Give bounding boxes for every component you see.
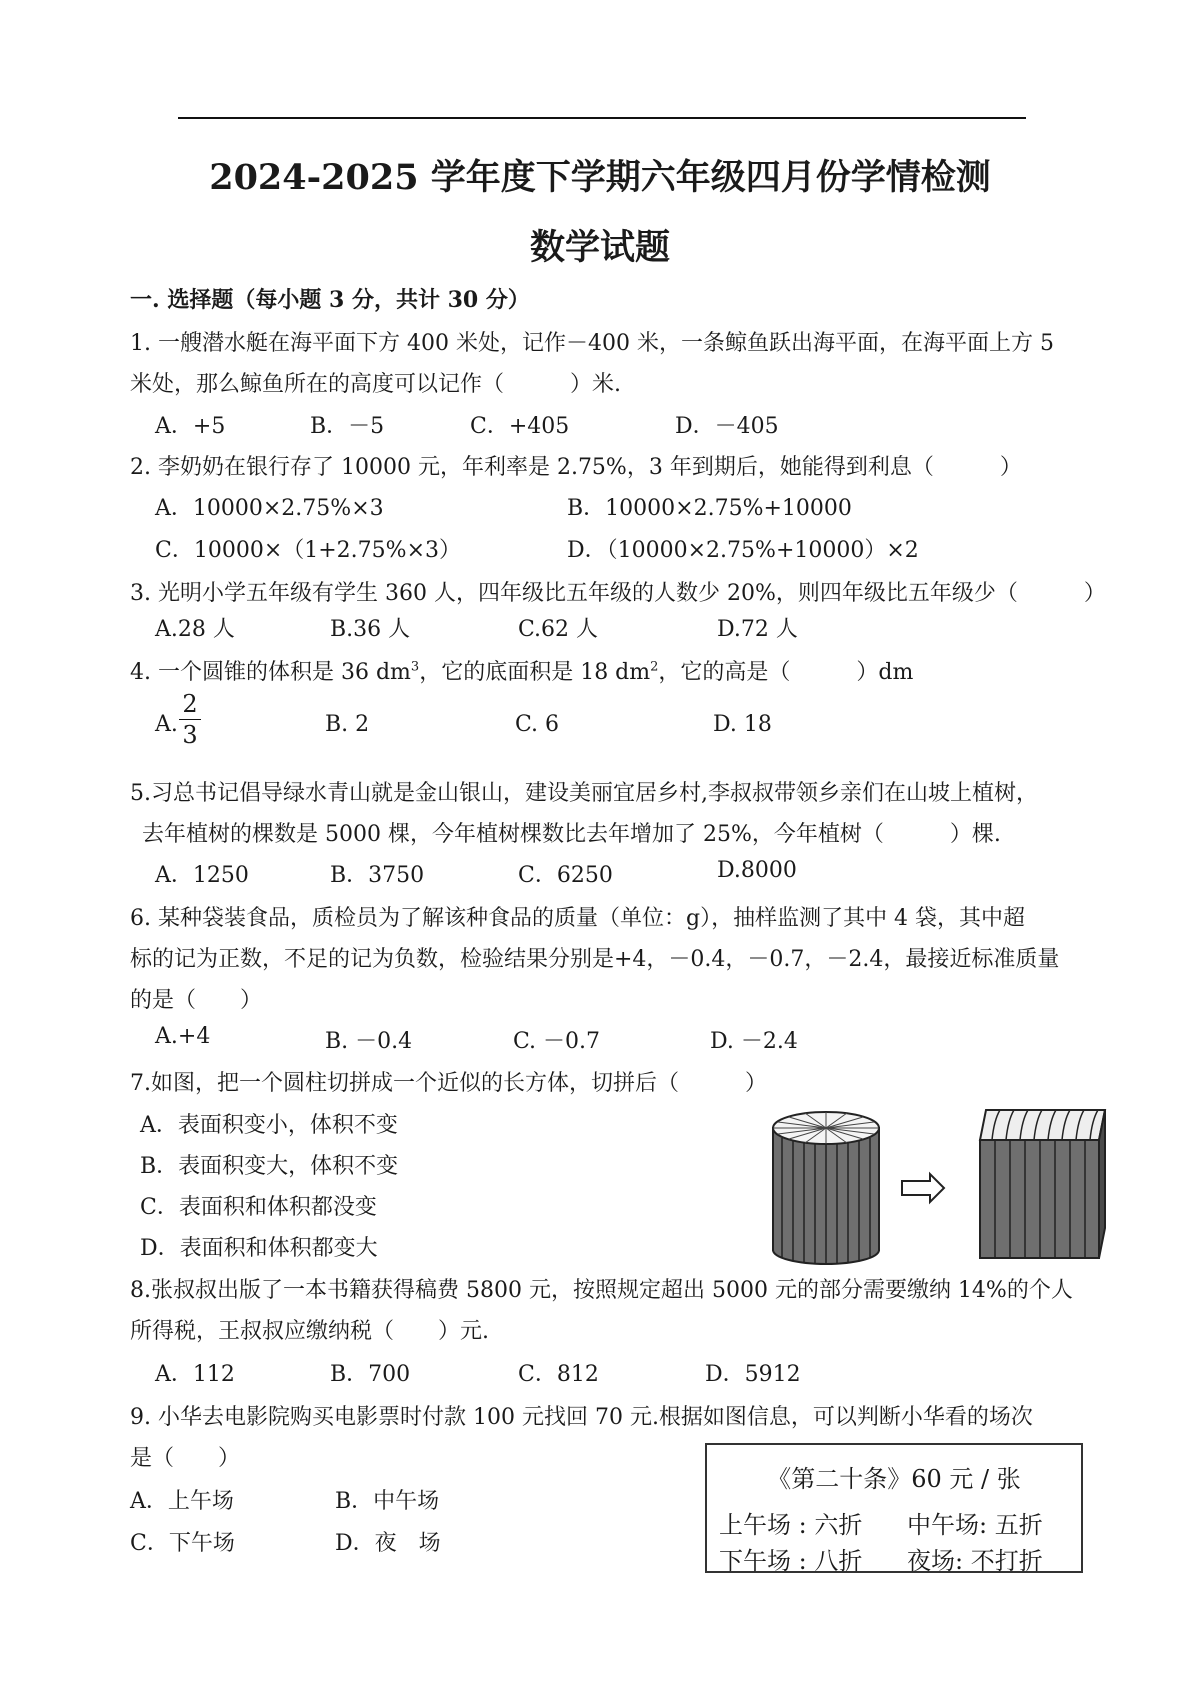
q6-line1: 6. 某种袋装食品，质检员为了解该种食品的质量（单位：g），抽样监测了其中 4 袋，其中超: [130, 906, 1026, 931]
q6-line2: 标的记为正数，不足的记为负数，检验结果分别是+4，－0.4，－0.7，－2.4，最接近标准质量: [130, 947, 1060, 972]
q8-line2: 所得税，王叔叔应缴纳税（ ）元.: [130, 1319, 489, 1344]
q8-line1: 8.张叔叔出版了一本书籍获得稿费 5800 元，按照规定超出 5000 元的部分需要缴纳 14%的个人: [130, 1278, 1073, 1303]
night-discount: 夜场: 不打折: [907, 1547, 1043, 1575]
exam-subtitle: 数学试题: [529, 227, 670, 268]
q5-option-a: A．1250: [155, 863, 249, 888]
q2-option-c: C．10000×（1+2.75%×3）: [155, 538, 462, 563]
exam-title: 2024-2025 学年度下学期六年级四月份学情检测: [209, 157, 991, 198]
header-rule: [178, 117, 1026, 119]
q6-option-b: B. －0.4: [325, 1029, 413, 1054]
q4-option-b: B. 2: [325, 712, 370, 737]
q5-line1: 5.习总书记倡导绿水青山就是金山银山，建设美丽宜居乡村,李叔叔带领乡亲们在山坡上植树，: [130, 781, 1038, 806]
q3-option-b: B.36 人: [330, 617, 411, 642]
q2-option-d: D．（10000×2.75%+10000）×2: [567, 538, 919, 563]
q7-line1: 7.如图，把一个圆柱切拼成一个近似的长方体，切拼后（ ）: [130, 1071, 767, 1096]
q6-line3: 的是（ ）: [130, 988, 263, 1013]
q8-option-d: D．5912: [705, 1362, 801, 1387]
q2-option-b: B．10000×2.75%+10000: [567, 496, 852, 521]
q4-option-a-label: A.: [155, 712, 178, 737]
right-arrow-icon: [902, 1174, 944, 1202]
q5-option-d: D.8000: [717, 858, 797, 883]
q9-option-c: C．下午场: [130, 1531, 235, 1556]
q6-option-c: C. －0.7: [513, 1029, 601, 1054]
q1-option-c: C．+405: [470, 414, 570, 439]
q8-option-b: B．700: [330, 1362, 411, 1387]
afternoon-discount: 下午场 : 八折: [719, 1547, 863, 1575]
q6-option-a: A.+4: [155, 1024, 211, 1049]
q3-option-a: A.28 人: [155, 617, 235, 642]
q1-option-d: D．－405: [675, 414, 779, 439]
q7-option-c: C．表面积和体积都没变: [140, 1195, 377, 1220]
q9-option-b: B．中午场: [335, 1489, 440, 1514]
q2-line1: 2. 李奶奶在银行存了 10000 元，年利率是 2.75%，3 年到期后，她能得到利息（ ）: [130, 455, 1022, 480]
morning-discount: 上午场 : 六折: [719, 1511, 863, 1539]
q9-line1: 9. 小华去电影院购买电影票时付款 100 元找回 70 元.根据如图信息，可以判断小华看的场次: [130, 1405, 1033, 1430]
q5-option-b: B．3750: [330, 863, 425, 888]
q9-option-a: A．上午场: [130, 1489, 234, 1514]
q9-option-d: D．夜 场: [335, 1531, 441, 1556]
cuboid-icon: [980, 1110, 1105, 1258]
cylinder-to-cuboid-figure: [760, 1100, 1150, 1270]
ticket-price-title: 《第二十条》60 元 / 张: [767, 1465, 1021, 1493]
q1-line2: 米处，那么鲸鱼所在的高度可以记作（ ）米.: [130, 372, 621, 397]
q4-option-a-fraction: $\frac{2}{3}$: [179, 692, 201, 747]
q7-option-b: B．表面积变大，体积不变: [140, 1154, 399, 1179]
q7-option-d: D．表面积和体积都变大: [140, 1236, 378, 1261]
q3-line1: 3. 光明小学五年级有学生 360 人，四年级比五年级的人数少 20%，则四年级比五年级少（ ）: [130, 581, 1106, 606]
cylinder-icon: [773, 1112, 879, 1264]
q7-option-a: A．表面积变小，体积不变: [140, 1113, 398, 1138]
q1-option-b: B．－5: [310, 414, 385, 439]
q4-stem: 4. 一个圆锥的体积是 36 $dm^3$，它的底面积是 18 $dm^2$，它的高是（ ）dm: [130, 659, 914, 685]
q1-option-a: A．+5: [155, 414, 226, 439]
q8-option-c: C．812: [518, 1362, 599, 1387]
q8-option-a: A．112: [155, 1362, 235, 1387]
q5-line2: 去年植树的棵数是 5000 棵，今年植树棵数比去年增加了 25%，今年植树（ ）棵.: [142, 822, 1001, 847]
section-heading: 一. 选择题（每小题 3 分，共计 30 分）: [130, 287, 530, 313]
ticket-price-box: [705, 1443, 1083, 1573]
noon-discount: 中午场: 五折: [907, 1511, 1043, 1539]
q3-option-d: D.72 人: [717, 617, 798, 642]
q9-line2: 是（ ）: [130, 1446, 241, 1471]
q1-line1: 1. 一艘潜水艇在海平面下方 400 米处，记作－400 米，一条鲸鱼跃出海平面，在海平面上方 5: [130, 331, 1054, 356]
q2-option-a: A．10000×2.75%×3: [155, 496, 384, 521]
q3-option-c: C.62 人: [518, 617, 599, 642]
q4-option-d: D. 18: [713, 712, 772, 737]
q5-option-c: C．6250: [518, 863, 613, 888]
q6-option-d: D. －2.4: [710, 1029, 798, 1054]
q4-option-c: C. 6: [515, 712, 560, 737]
